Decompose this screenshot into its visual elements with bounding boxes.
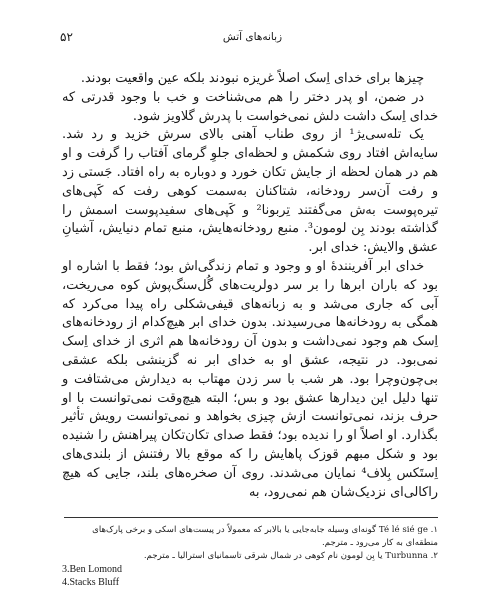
paragraph: در ضمن، او پدر دختر را هم می‌شناخت و خب با وجود قدرتی که خدای اِسک داشت دلش نمی‌خواست با پدرش گلاویز شود.: [62, 89, 438, 124]
paragraph: خدای ابر آفریننده‌ٔ او و وجود و تمام زندگی‌اش بود؛ فقط با اشاره او بود که باران ابرها را بر سر دولریت‌های گُل‌سنگ‌پوش کوه می‌ریخت، آبی که جاری می‌شد و به زبانه‌های قیفی‌شکلی راه پیدا می‌کرد که همگی به رودخانه‌ها می‌رسیدند. بدون خدای ابر هیچ‌کدام از رودخانه‌های اِسک هم وجود نمی‌داشت و بدون آن رودخانه‌ها هم اثری از خدای اِسک نمی‌بود. در نتیجه، عشق او به خدای ابر نه گزینشی بلکه عشقی بی‌چون‌وچرا بود. هر شب با سر زدن مهتاب به دیدارش می‌شتافت و تنها دلیل این دیدارها عشق بود و بس؛ البته هیچ‌وقت نمی‌توانست با او حرف بزند، نمی‌توانست ازش چیزی بخواهد و نمی‌توانست رویش تأثیر بگذارد. او اصلاً او را ندیده بود؛ فقط صدای تکان‌تکان پیراهنش را شنیده بود و شکل مبهم قوزک پاهایش را که موقع بالا رفتنش از بلندی‌های اِستَکس بِلاف⁴ نمایان می‌شدند. روی آن صخره‌های بلند، جایی که هیچ راکالی‌ای نزدیک‌شان هم نمی‌رود، به: [62, 258, 438, 500]
body-text: [62, 70, 438, 502]
page-number: ۵۲: [60, 30, 73, 44]
footnote-2: ۲. Turbunna یا بِن لومون نام کوهی در شمال شرقی تاسمانیای استرالیا ـ مترجم.: [143, 551, 438, 561]
book-title: زبانه‌های آتش: [222, 31, 283, 43]
footnote-1: ۱. Té lé sié ge گونه‌ای وسیله جابه‌جایی یا بالابر که معمولاً در پیست‌های اسکی و برخی پارک‌های منطقه‌ای به کار می‌رود ـ مترجم.: [92, 525, 438, 548]
paragraph: یک تله‌سی‌یژ¹ از روی طناب آهنی بالای سرش خزید و رد شد. سایه‌اش افتاد روی شکمش و لحظه‌ای جلوِ گرمای آفتاب را گرفت و او هم در همان لحظه از جایش تکان خورد و دوباره به راه افتاد. جَستی زد و رفت آن‌سر رودخانه، شتاکنان به‌سمت کوهی رفت که کَپی‌های تیره‌پوست به‌ش می‌گفتند تِربونا² و کَپی‌های سفیدپوست اسمش را گذاشته بودند بِن لومون³. منبع رودخانه‌هایش، منبع تمام دنیایش، آشیانِ عشق والایش: خدای ابر.: [62, 127, 439, 256]
running-head: [60, 30, 445, 50]
footnotes: [62, 524, 438, 589]
footnote-3: 3.Ben Lomond: [62, 564, 122, 575]
footnote-4: 4.Stacks Bluff: [62, 577, 120, 588]
footnote-divider: [64, 517, 438, 518]
paragraph: چیزها برای خدای اِسک اصلاً غریزه نبودند بلکه عین واقعیت بودند.: [80, 71, 424, 86]
